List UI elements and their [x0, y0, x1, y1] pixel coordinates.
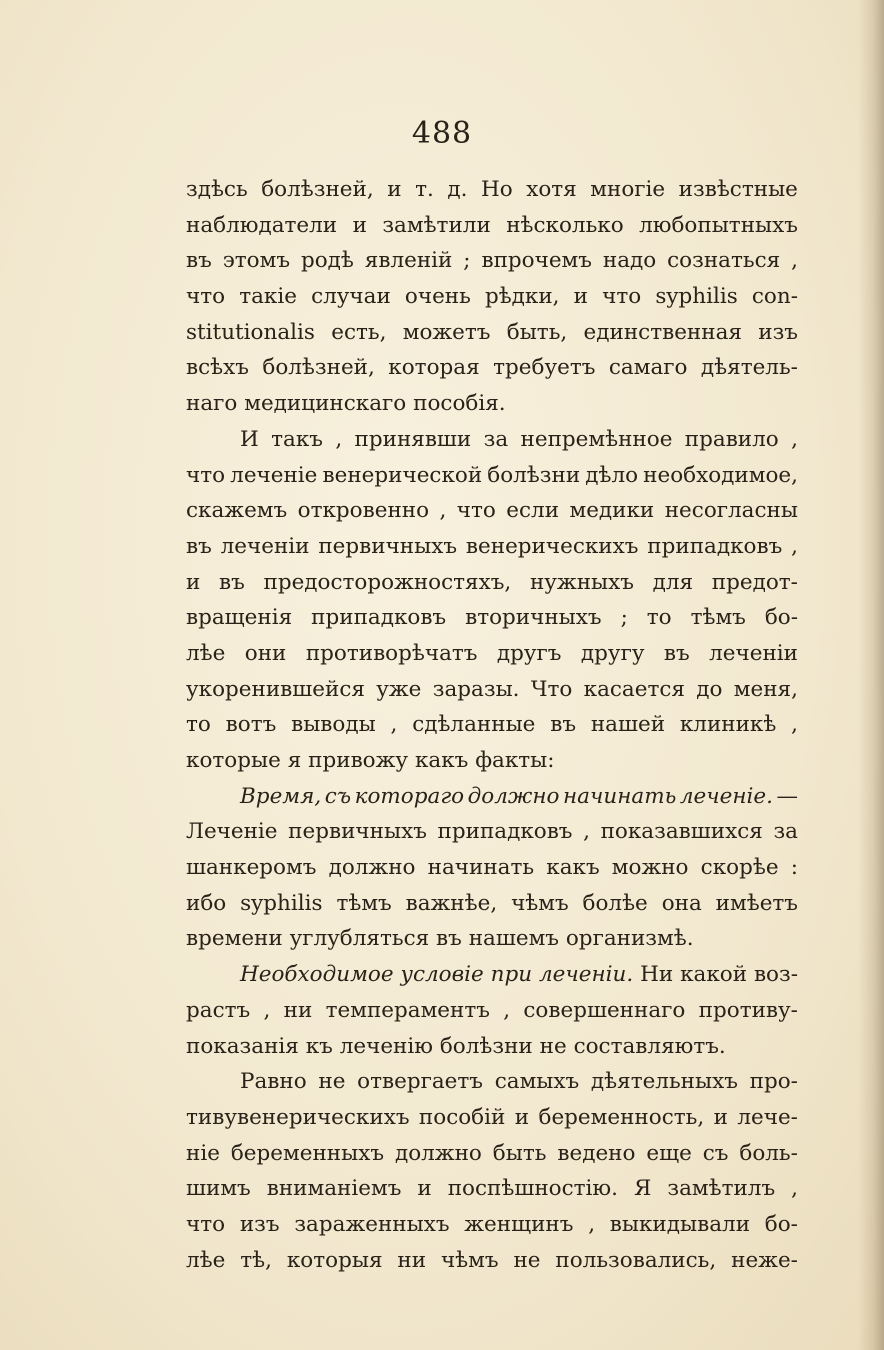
- italic-heading-word: условіе: [400, 962, 484, 988]
- word: И: [240, 426, 259, 452]
- italic-heading-word: при: [490, 962, 533, 988]
- word: ;: [620, 605, 628, 631]
- word: составляютъ.: [573, 1033, 726, 1059]
- word: къ: [305, 1033, 333, 1059]
- word: ,: [263, 997, 271, 1023]
- word: замѣтилъ: [667, 1176, 776, 1202]
- word: тѣмъ: [690, 605, 746, 631]
- word: ,: [791, 1176, 798, 1202]
- word: сдѣланные: [412, 712, 536, 738]
- word: и: [352, 212, 367, 238]
- word: боль-: [739, 1140, 798, 1166]
- word: которыя: [286, 1247, 383, 1273]
- word: беременныхъ: [230, 1140, 385, 1166]
- word: шимъ: [186, 1176, 251, 1202]
- text-line: [186, 921, 798, 957]
- word: нѣсколько: [506, 212, 624, 238]
- word: начинать: [427, 855, 535, 881]
- word: надо: [602, 248, 657, 274]
- word: леченіе: [230, 462, 318, 488]
- text-line: [186, 600, 798, 636]
- word: времени: [186, 926, 283, 952]
- word: еще: [646, 1140, 692, 1166]
- word: ведено: [557, 1140, 636, 1166]
- word: пособія.: [413, 391, 506, 417]
- word: ,: [335, 426, 343, 452]
- word: быть,: [506, 319, 568, 345]
- text-line: [186, 886, 798, 922]
- word: болѣзней,: [262, 355, 375, 381]
- word: всѣхъ: [186, 355, 249, 381]
- word: совершеннаго: [523, 997, 686, 1023]
- word: болѣе: [582, 890, 648, 916]
- italic-heading-word: Необходимое: [240, 962, 394, 988]
- word: изъ: [239, 1211, 280, 1237]
- word: бо-: [764, 1211, 798, 1237]
- word: чѣмъ: [511, 890, 569, 916]
- italic-heading-word: начинать: [563, 783, 677, 809]
- text-line: [186, 1064, 798, 1100]
- word: не: [539, 1033, 567, 1059]
- word: и: [417, 1176, 432, 1202]
- word: другу: [580, 640, 645, 666]
- text-line: [186, 458, 798, 494]
- word: другъ: [496, 640, 562, 666]
- word: рѣдки,: [484, 284, 560, 310]
- word: отвергаетъ: [357, 1069, 483, 1095]
- word: укоренившейся: [186, 676, 365, 702]
- word: имѣетъ: [715, 890, 798, 916]
- word: показавшихся: [600, 819, 763, 845]
- word: какъ: [414, 748, 469, 773]
- word: ни: [283, 997, 313, 1023]
- word: ,: [588, 1211, 596, 1237]
- word: съ: [702, 1140, 729, 1166]
- word: скажемъ: [186, 498, 288, 524]
- word: Что: [530, 676, 573, 702]
- word: тѣмъ: [336, 890, 392, 916]
- text-line: [186, 636, 798, 672]
- word: хотя: [526, 177, 577, 202]
- word: если: [506, 498, 560, 524]
- word: противорѣчатъ: [305, 640, 478, 666]
- word: медицинскаго: [244, 391, 407, 417]
- word: предот-: [711, 569, 798, 595]
- word: ,: [791, 712, 798, 738]
- word: про-: [749, 1069, 798, 1095]
- page-edge-shadow: [858, 0, 884, 1350]
- word: выводы: [291, 712, 376, 738]
- word: ,: [390, 712, 398, 738]
- word: которые: [186, 748, 281, 773]
- word: женщинъ: [464, 1211, 574, 1237]
- text-line: [186, 1243, 798, 1279]
- word: за: [773, 819, 798, 845]
- word: Леченіе: [186, 819, 278, 845]
- word: противу-: [698, 997, 798, 1023]
- text-line: [186, 386, 798, 422]
- text-line: [186, 565, 798, 601]
- word: для: [652, 569, 694, 595]
- word: ,: [791, 248, 798, 274]
- word: нашемъ: [468, 926, 559, 952]
- word: syphilis: [655, 284, 738, 310]
- word: Я: [633, 1176, 652, 1202]
- word: леченію: [339, 1033, 433, 1059]
- word: впрочемъ: [481, 248, 592, 274]
- italic-heading-word: Время,: [240, 783, 322, 809]
- word: и: [573, 284, 588, 310]
- word: венерическихъ: [465, 533, 639, 559]
- word: и: [387, 177, 402, 202]
- word: stitutionalis: [186, 319, 315, 345]
- word: что: [186, 462, 226, 488]
- word: вторичныхъ: [465, 605, 602, 631]
- word: и: [186, 569, 201, 595]
- word: можно: [611, 855, 689, 881]
- word: ибо: [186, 890, 227, 916]
- word: въ: [550, 712, 577, 738]
- word: есть,: [331, 319, 387, 345]
- word: изъ: [758, 319, 798, 345]
- text-line: [186, 422, 798, 458]
- word: требуетъ: [493, 355, 596, 381]
- word: шанкеромъ: [186, 855, 317, 881]
- word: показанія: [186, 1033, 299, 1059]
- word: здѣсь: [186, 177, 248, 202]
- text-line: [186, 208, 798, 244]
- text-line: [186, 493, 798, 529]
- word: важнѣе,: [405, 890, 498, 916]
- word: родѣ: [300, 248, 354, 274]
- word: наблюдатели: [186, 212, 338, 238]
- text-line: [186, 814, 798, 850]
- word: припадковъ: [311, 605, 447, 631]
- word: за: [483, 426, 509, 452]
- text-line: [186, 172, 798, 208]
- word: дѣятельныхъ: [590, 1069, 738, 1095]
- word: болѣзней,: [261, 177, 374, 202]
- word: предосторожностяхъ,: [263, 569, 512, 595]
- text-line: [186, 1029, 798, 1065]
- word: syphilis: [240, 890, 323, 916]
- word: принявши: [354, 426, 472, 452]
- word: быть: [492, 1140, 547, 1166]
- text-line: [186, 993, 798, 1029]
- word: ,: [791, 533, 798, 559]
- word: до: [696, 676, 723, 702]
- word: медики: [569, 498, 655, 524]
- word: организмѣ.: [565, 926, 694, 952]
- word: въ: [436, 926, 462, 952]
- italic-heading-word: леченіе.: [679, 783, 773, 809]
- word: ніе: [186, 1140, 220, 1166]
- word: поспѣшностію.: [447, 1176, 618, 1202]
- word: что: [186, 1211, 226, 1237]
- text-line: [186, 1171, 798, 1207]
- word: такъ: [271, 426, 323, 452]
- word: что: [602, 284, 642, 310]
- word: темпераментъ: [325, 997, 490, 1023]
- text-line: [186, 1207, 798, 1243]
- word: припадковъ: [647, 533, 783, 559]
- word: вотъ: [225, 712, 277, 738]
- word: выкидывали: [609, 1211, 751, 1237]
- text-line: [186, 743, 798, 779]
- word: меня,: [733, 676, 798, 702]
- word: должно: [328, 855, 416, 881]
- word: болѣзни: [439, 1033, 533, 1059]
- word: то: [186, 712, 211, 738]
- word: леченіи: [220, 533, 310, 559]
- word: леченіи: [709, 640, 798, 666]
- word: самыхъ: [494, 1069, 580, 1095]
- italic-heading-word: леченіи.: [538, 962, 634, 988]
- word: замѣтили: [382, 212, 491, 238]
- word: что: [456, 498, 496, 524]
- word: д.: [447, 177, 468, 202]
- word: нужныхъ: [529, 569, 634, 595]
- word: лѣе: [186, 640, 226, 666]
- word: углубляться: [289, 926, 430, 952]
- page-number: 488: [411, 116, 473, 151]
- word: пособій: [418, 1104, 506, 1130]
- word: такіе: [239, 284, 297, 310]
- word: con-: [751, 284, 798, 310]
- word: нашей: [590, 712, 666, 738]
- word: бо-: [764, 605, 798, 631]
- word: несогласны: [664, 498, 798, 524]
- word: т.: [415, 177, 434, 202]
- text-line: [186, 779, 798, 815]
- word: тивувенерическихъ: [186, 1104, 410, 1130]
- text-line: [186, 672, 798, 708]
- word: можетъ: [402, 319, 491, 345]
- word: неже-: [731, 1247, 798, 1273]
- word: какой: [680, 962, 748, 988]
- word: она: [661, 890, 702, 916]
- word: какъ: [546, 855, 600, 881]
- italic-heading-word: должно: [467, 783, 560, 809]
- word: непремѣнное: [520, 426, 673, 452]
- word: которая: [388, 355, 480, 381]
- text-line: [186, 315, 798, 351]
- word: ни: [397, 1247, 427, 1273]
- word: лѣе: [186, 1247, 226, 1273]
- word: вниманіемъ: [266, 1176, 402, 1202]
- word: дѣятель-: [700, 355, 798, 381]
- word: что: [186, 284, 226, 310]
- word: правило: [684, 426, 779, 452]
- word: уже: [376, 676, 422, 702]
- word: самаго: [608, 355, 688, 381]
- word: первичныхъ: [288, 819, 427, 845]
- word: беременность,: [538, 1104, 705, 1130]
- word: явленій: [364, 248, 453, 274]
- word: очень: [404, 284, 471, 310]
- word: сознаться: [667, 248, 781, 274]
- word: ,: [583, 819, 590, 845]
- word: дѣло: [585, 462, 639, 488]
- word: въ: [219, 569, 245, 595]
- word: воз-: [753, 962, 798, 988]
- word: наго: [186, 391, 238, 417]
- word: и: [514, 1104, 530, 1130]
- word: —: [776, 783, 798, 809]
- word: въ: [663, 640, 690, 666]
- word: не: [513, 1247, 541, 1273]
- word: венерической: [322, 462, 483, 488]
- word: извѣстные: [678, 177, 798, 202]
- text-line: [186, 350, 798, 386]
- word: единственная: [583, 319, 742, 345]
- word: чѣмъ: [440, 1247, 499, 1273]
- word: должно: [394, 1140, 482, 1166]
- word: касается: [583, 676, 685, 702]
- word: Ни: [640, 962, 674, 988]
- word: не: [318, 1069, 346, 1095]
- italic-heading-word: съ: [324, 783, 352, 809]
- word: первичныхъ: [318, 533, 458, 559]
- word: клиникѣ: [679, 712, 777, 738]
- body-text: [186, 172, 798, 1278]
- word: лече-: [737, 1104, 798, 1130]
- word: ,: [791, 426, 798, 452]
- word: я: [287, 748, 302, 773]
- word: Но: [480, 177, 513, 202]
- text-line: [186, 850, 798, 886]
- italic-heading-word: котораго: [354, 783, 465, 809]
- word: растъ: [186, 997, 251, 1023]
- word: зараженныхъ: [294, 1211, 450, 1237]
- text-line: [186, 529, 798, 565]
- word: :: [790, 855, 798, 881]
- text-line: [186, 707, 798, 743]
- word: тѣ,: [240, 1247, 272, 1273]
- word: болѣзни: [487, 462, 581, 488]
- word: въ: [186, 533, 212, 559]
- word: многіе: [590, 177, 666, 202]
- word: пользовались,: [555, 1247, 717, 1273]
- word: необходимое,: [643, 462, 798, 488]
- word: любопытныхъ: [639, 212, 798, 238]
- word: привожу: [308, 748, 409, 773]
- text-line: [186, 279, 798, 315]
- word: ;: [463, 248, 471, 274]
- word: ,: [439, 498, 447, 524]
- word: и: [713, 1104, 728, 1130]
- text-line: [186, 1100, 798, 1136]
- word: этомъ: [222, 248, 291, 274]
- word: ,: [503, 997, 511, 1023]
- word: заразы.: [432, 676, 520, 702]
- word: они: [244, 640, 287, 666]
- word: вращенія: [186, 605, 293, 631]
- word: скорѣе: [700, 855, 779, 881]
- text-line: [186, 243, 798, 279]
- word: то: [646, 605, 672, 631]
- word: факты:: [475, 748, 555, 773]
- text-line: [186, 957, 798, 993]
- word: припадковъ: [437, 819, 573, 845]
- word: откровенно: [297, 498, 430, 524]
- word: въ: [186, 248, 212, 274]
- text-line: [186, 1136, 798, 1172]
- word: Равно: [240, 1069, 307, 1095]
- word: случаи: [311, 284, 391, 310]
